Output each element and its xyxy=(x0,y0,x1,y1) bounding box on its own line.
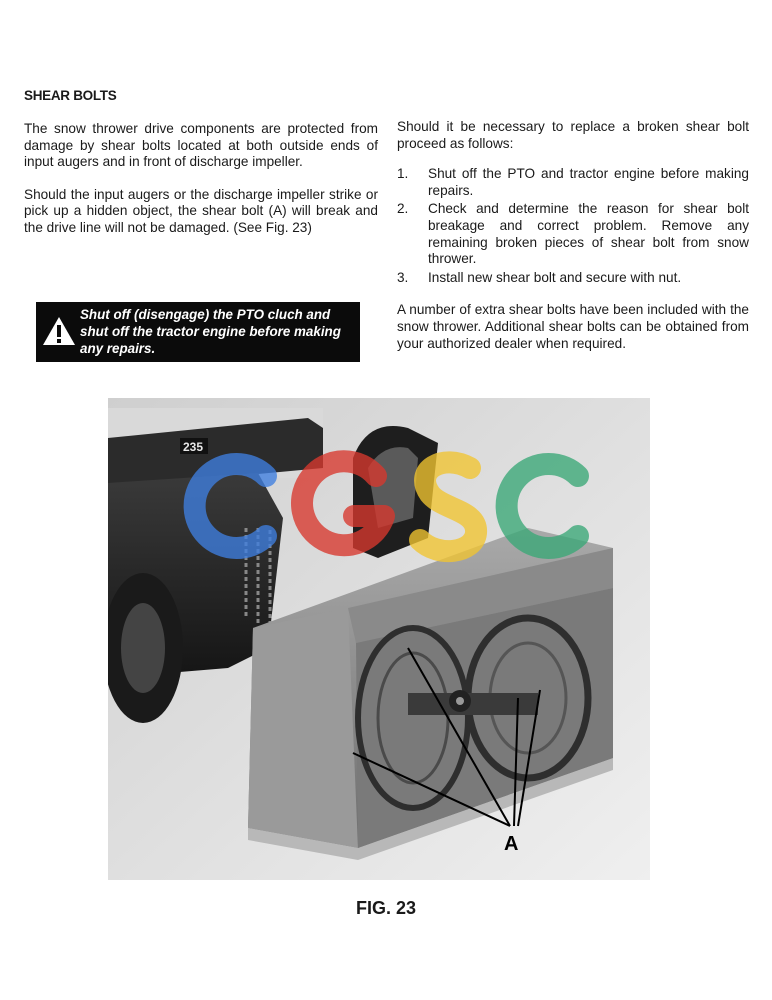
step-text: Install new shear bolt and secure with nut. xyxy=(428,269,682,285)
callout-label-a: A xyxy=(504,833,519,855)
step-text: Check and determine the reason for shear bolt breakage and correct problem. Remove any remaining broken pieces of shear bolt from snow thrower. xyxy=(428,201,749,267)
figure-caption: FIG. 23 xyxy=(355,898,417,918)
snow-thrower-photo xyxy=(108,398,650,880)
warning-text: Shut off (disengage) the PTO cluch and shut off the tractor engine before making any repairs. xyxy=(80,307,341,356)
list-item xyxy=(397,270,749,287)
left-paragraph-2: Should the input augers or the discharge impeller strike or pick up a hidden object, the shear bolt (A) will break and the drive line will not be damaged. (See Fig. 23) xyxy=(24,186,378,235)
steps-list xyxy=(397,166,749,286)
right-closing: A number of extra shear bolts have been included with the snow thrower. Additional shear bolts can be obtained from your authorized dealer when required. xyxy=(397,302,749,351)
right-intro: Should it be necessary to replace a broken shear bolt proceed as follows: xyxy=(397,119,749,151)
step-text: Shut off the PTO and tractor engine before making repairs. xyxy=(428,166,749,198)
step-number: 1. xyxy=(397,166,409,182)
section-heading: SHEAR BOLTS xyxy=(24,88,117,103)
left-column xyxy=(24,121,378,237)
warning-box xyxy=(36,302,360,362)
list-item xyxy=(397,166,749,199)
step-number: 3. xyxy=(397,269,409,285)
right-column xyxy=(397,119,749,352)
left-paragraph-1: The snow thrower drive components are protected from damage by shear bolts located at both outside ends of input augers and in front of discharge impeller. xyxy=(24,121,378,170)
step-number: 2. xyxy=(397,201,409,217)
list-item xyxy=(397,201,749,267)
warning-triangle-icon xyxy=(42,316,76,346)
tractor-number: 235 xyxy=(183,440,204,454)
